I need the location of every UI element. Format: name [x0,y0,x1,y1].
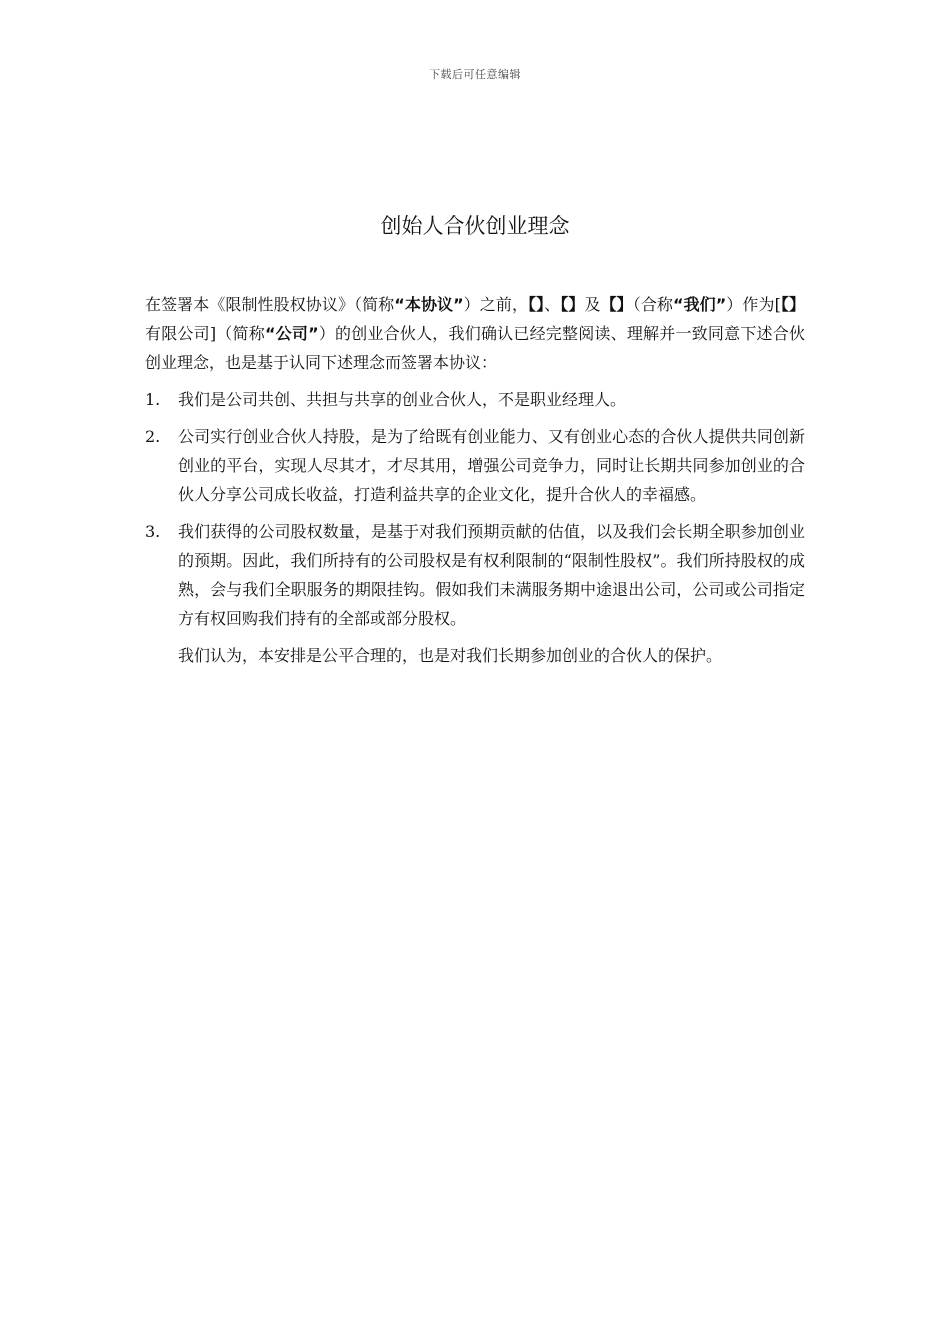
intro-text-1: 在签署本《限制性股权协议》（简称 [145,295,395,314]
intro-placeholder-4: 【】 [780,295,805,314]
intro-term-we: “我们” [672,295,727,314]
intro-text-3: 、 [544,295,561,314]
intro-text-4: 及 [584,295,601,314]
list-item-number: 2. [145,427,161,446]
intro-text-5: （合称 [632,295,673,314]
list-item [145,517,805,633]
list-item-number: 3. [145,522,161,541]
document-title: 创始人合伙创业理念 [380,214,570,238]
list-item-text: 我们获得的公司股权数量，是基于对我们预期贡献的估值，以及我们会长期全职参加创业的预期。因此，我们所持有的公司股权是有权利限制的“限制性股权”。我们所持股权的成熟，会与我们全职服务的期限挂钩。假如我们未满服务期中途退出公司，公司或公司指定方有权回购我们持有的全部或部分股权。 [178,522,805,628]
list-item [145,385,805,414]
intro-placeholder-3: 【】 [600,295,633,314]
intro-placeholder-1: 【】 [528,295,545,314]
intro-paragraph [145,290,805,377]
list-item-text: 我们是公司共创、共担与共享的创业合伙人，不是职业经理人。 [178,390,627,409]
header-note: 下载后可任意编辑 [429,68,521,81]
principles-list [145,385,805,633]
intro-text-6: ）作为[ [726,295,781,314]
intro-term-agreement: “本协议” [394,295,464,314]
intro-text-7: 有限公司]（简称 [145,324,265,343]
intro-placeholder-2: 【】 [560,295,585,314]
intro-text-8: ）的创业合伙人，我们确认已经完整阅读、理解并一致同意下述合伙创业理念，也是基于认同下述理念而签署本协议： [145,324,805,372]
intro-term-company: “公司” [264,324,319,343]
list-item-text: 公司实行创业合伙人持股，是为了给既有创业能力、又有创业心态的合伙人提供共同创新创业的平台，实现人尽其才，才尽其用，增强公司竞争力，同时让长期共同参加创业的合伙人分享公司成长收益，打造利益共享的企业文化，提升合伙人的幸福感。 [178,427,805,504]
list-item-number: 1. [145,390,161,409]
list-item [145,422,805,509]
document-body [145,290,805,670]
closing-paragraph: 我们认为，本安排是公平合理的，也是对我们长期参加创业的合伙人的保护。 [178,646,723,665]
intro-text-2: ）之前， [463,295,529,314]
